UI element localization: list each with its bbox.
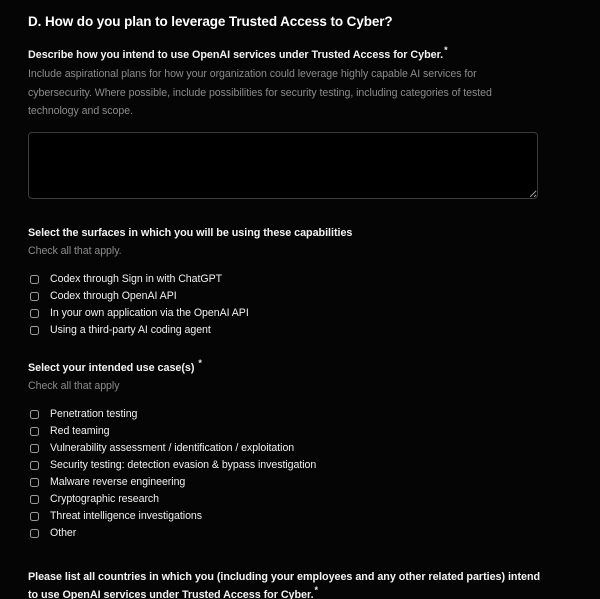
describe-field-label xyxy=(28,45,572,63)
use-cases-option-0[interactable] xyxy=(28,406,572,423)
use-cases-option-label: Cryptographic research xyxy=(50,492,160,505)
describe-field-required-marker: * xyxy=(444,45,448,56)
describe-field-textarea[interactable] xyxy=(28,132,538,199)
use-cases-checkbox-group xyxy=(28,406,572,542)
use-cases-option-5[interactable] xyxy=(28,491,572,508)
use-cases-option-6[interactable] xyxy=(28,508,572,525)
use-cases-option-label: Red teaming xyxy=(50,424,110,437)
section-heading: D. How do you plan to leverage Trusted Access to Cyber? xyxy=(28,14,393,29)
surfaces-field-label: Select the surfaces in which you will be using these capabilities xyxy=(28,226,353,239)
surfaces-option-label: Using a third-party AI coding agent xyxy=(50,323,211,336)
use-cases-option-label: Penetration testing xyxy=(50,407,138,420)
use-cases-option-7[interactable] xyxy=(28,525,572,542)
checkbox-icon[interactable] xyxy=(30,495,39,504)
surfaces-option-3[interactable] xyxy=(28,322,572,339)
surfaces-option-2[interactable] xyxy=(28,305,572,322)
surfaces-option-label: Codex through OpenAI API xyxy=(50,289,177,302)
surfaces-option-1[interactable] xyxy=(28,288,572,305)
checkbox-icon[interactable] xyxy=(30,309,39,318)
surfaces-option-0[interactable] xyxy=(28,271,572,288)
use-cases-option-label: Security testing: detection evasion & bypass investigation xyxy=(50,458,317,471)
checkbox-icon[interactable] xyxy=(30,512,39,521)
checkbox-icon[interactable] xyxy=(30,461,39,470)
use-cases-option-1[interactable] xyxy=(28,423,572,440)
checkbox-icon[interactable] xyxy=(30,478,39,487)
use-cases-field-label-text: Select your intended use case(s) xyxy=(28,361,195,374)
checkbox-icon[interactable] xyxy=(30,410,39,419)
checkbox-icon[interactable] xyxy=(30,427,39,436)
checkbox-icon[interactable] xyxy=(30,444,39,453)
use-cases-option-label: Other xyxy=(50,526,77,539)
surfaces-option-label: Codex through Sign in with ChatGPT xyxy=(50,272,223,285)
countries-field-label xyxy=(28,568,548,599)
use-cases-field-block xyxy=(28,357,572,542)
surfaces-field-help: Check all that apply. xyxy=(28,244,122,257)
use-cases-option-2[interactable] xyxy=(28,440,572,457)
use-cases-option-label: Malware reverse engineering xyxy=(50,475,186,488)
surfaces-option-label: In your own application via the OpenAI API xyxy=(50,306,249,319)
use-cases-option-label: Threat intelligence investigations xyxy=(50,509,202,522)
use-cases-field-label xyxy=(28,357,572,376)
checkbox-icon[interactable] xyxy=(30,529,39,538)
use-cases-option-3[interactable] xyxy=(28,457,572,474)
countries-field-label-text: Please list all countries in which you (including your employees and any other related parties) intend to use OpenAI services under Trusted Access for Cyber. xyxy=(28,570,541,599)
countries-required-marker: * xyxy=(314,585,318,596)
describe-field-help: Include aspirational plans for how your organization could leverage highly capable AI services for cybersecurity. Where possible, include possibilities for security testing, including categories of tested technology and scope. xyxy=(28,68,492,117)
describe-field-block xyxy=(28,45,572,204)
surfaces-checkbox-group xyxy=(28,271,572,339)
use-cases-option-label: Vulnerability assessment / identification / exploitation xyxy=(50,441,295,454)
use-cases-option-4[interactable] xyxy=(28,474,572,491)
use-cases-required-marker: * xyxy=(198,357,202,368)
checkbox-icon[interactable] xyxy=(30,292,39,301)
describe-field-label-text: Describe how you intend to use OpenAI services under Trusted Access for Cyber. xyxy=(28,49,444,61)
surfaces-field-block xyxy=(28,226,572,339)
checkbox-icon[interactable] xyxy=(30,326,39,335)
countries-field-block xyxy=(28,568,572,599)
checkbox-icon[interactable] xyxy=(30,275,39,284)
use-cases-field-help: Check all that apply xyxy=(28,379,120,392)
